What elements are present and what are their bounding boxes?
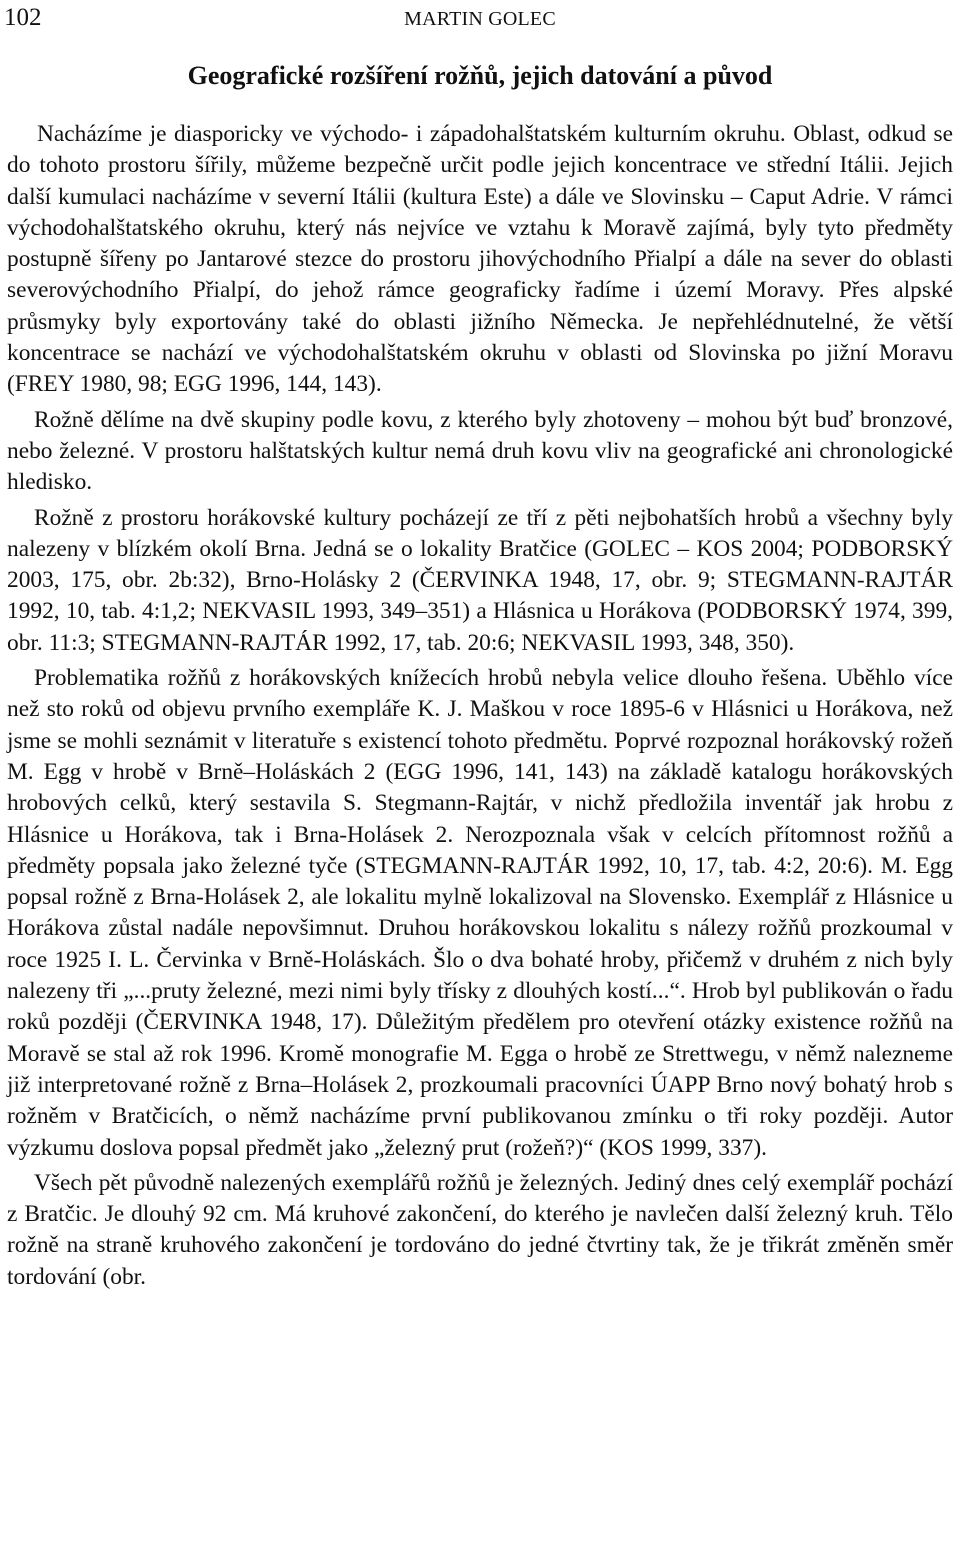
running-head: MARTIN GOLEC: [404, 8, 556, 30]
paragraph: Rožně z prostoru horákovské kultury pocházejí ze tří z pěti nejbohatších hrobů a všechny byly nalezeny v blízkém okolí Brna. Jedná se o lokality Bratčice (GOLEC – KOS 2004; PODBORSKÝ 2003, 175, obr. 2b:32), Brno-Holásky 2 (ČERVINKA 1948, 17, obr. 9; STEGMANN-RAJTÁR 1992, 10, tab. 4:1,2; NEKVASIL 1993, 349–351) a Hlásnica u Horákova (PODBORSKÝ 1974, 399, obr. 11:3; STEGMANN-RAJTÁR 1992, 17, tab. 20:6; NEKVASIL 1993, 348, 350).: [7, 504, 953, 656]
page-number: 102: [4, 4, 42, 31]
paragraph: Nacházíme je diasporicky ve východo- i západohalštatském kulturním okruhu. Oblast, odkud se do tohoto prostoru šířily, můžeme bezpečně určit podle jejich koncentrace ve střední Itálii. Jejich další kumulaci nacházíme v severní Itálii (kultura Este) a dále ve Slovinsku – Caput Adrie. V rámci východohalštatského okruhu, který nás nejvíce ve vztahu k Moravě zajímá, byly tyto předměty postupně šířeny po Jantarové stezce do prostoru jihovýchodního Přialpí a dále na sever do oblasti severovýchodního Přialpí, do jehož rámce geograficky řadíme i území Moravy. Přes alpské průsmyky byly exportovány také do oblasti jižního Německa. Je nepřehlédnutelné, že větší koncentrace se nachází ve východohalštatském okruhu v oblasti od Slovinska po jižní Moravu (FREY 1980, 98; EGG 1996, 144, 143).: [7, 121, 953, 398]
paragraph: Rožně dělíme na dvě skupiny podle kovu, z kterého byly zhotoveny – mohou být buď bronzové, nebo železné. V prostoru halštatských kultur nemá druh kovu vliv na geografické ani chronologické hledisko.: [7, 406, 953, 496]
section-title: Geografické rozšíření rožňů, jejich datování a původ: [187, 61, 773, 90]
paragraph: Problematika rožňů z horákovských knížecích hrobů nebyla velice dlouho řešena. Uběhlo více než sto roků od objevu prvního exempláře K. J. Maškou v roce 1895-6 v Hlásnici u Horákova, než jsme se mohli seznámit v literatuře s existencí tohoto předmětu. Poprvé rozpoznal horákovský rožeň M. Egg v hrobě v Brně–Holáskách 2 (EGG 1996, 141, 143) na základě katalogu horákovských hrobových celků, který sestavila S. Stegmann-Rajtár, v nichž předložila inventář jak hrobu z Hlásnice u Horákova, tak i Brna-Holásek 2. Nerozpoznala však v celcích přítomnost rožňů a předměty popsala jako železné tyče (STEGMANN-RAJTÁR 1992, 10, 17, tab. 4:2, 20:6). M. Egg popsal rožně z Brna-Holásek 2, ale lokalitu mylně lokalizoval na Slovensko. Exemplář z Hlásnice u Horákova zůstal nadále nepovšimnut. Druhou horákovskou lokalitu s nálezy rožňů prozkoumal v roce 1925 I. L. Červinka v Brně-Holáskách. Šlo o dva bohaté hroby, přičemž v druhém z nich byly nalezeny tři „...pruty železné, mezi nimi byly třísky z dlouhých kostí...“. Hrob byl publikován o řadu roků později (ČERVINKA 1948, 17). Důležitým předělem pro otevření otázky existence rožňů na Moravě se stal až rok 1996. Kromě monografie M. Egga o hrobě ze Strettwegu, v němž nalezneme již interpretované rožně z Brna–Holásek 2, prozkoumali pracovníci ÚAPP Brno nový bohatý hrob s rožněm v Bratčicích, o němž nacházíme první publikovanou zmínku o tři roky později. Autor výzkumu doslova popsal předmět jako „železný prut (rožeň?)“ (KOS 1999, 337).: [7, 665, 953, 1161]
paragraph: Všech pět původně nalezených exemplářů rožňů je železných. Jediný dnes celý exemplář pochází z Bratčic. Je dlouhý 92 cm. Má kruhové zakončení, do kterého je navlečen další železný kruh. Tělo rožně na straně kruhového zakončení je tordováno do jedné čtvrtiny tak, že je třikrát změněn směr tordování (obr.: [7, 1169, 953, 1290]
page-header: [4, 2, 956, 34]
article-body: [7, 119, 953, 1297]
